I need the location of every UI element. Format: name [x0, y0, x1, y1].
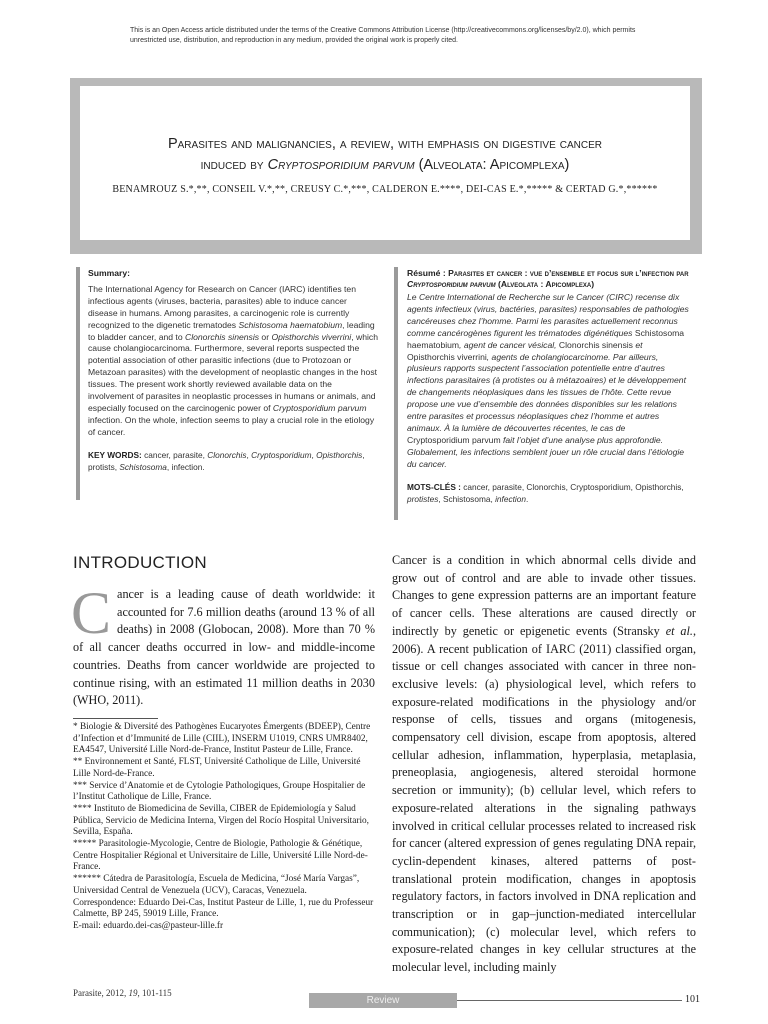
resume-n2: Clonorchis sinensis	[558, 339, 633, 350]
summary-i3: Opisthorchis viverrini	[271, 331, 352, 342]
resume-h1: Parasites et cancer : vue d’ensemble et focus sur l’infection par	[448, 268, 689, 278]
intro-c-italic: et al.	[665, 623, 693, 638]
summary-rule	[76, 267, 80, 500]
page-number: 101	[685, 994, 700, 1005]
license-notice: This is an Open Access article distributed under the terms of the Creative Commons Attribution License (http://creativecommons.org/licenses/by/2.0), which permits unrestricted use, distribution, and reproduction in any medium, provided the original work is properly cited.	[130, 27, 636, 44]
summary-t5: infection. On the whole, infection seems to play a crucial role in the etiology of cancer.	[88, 414, 375, 437]
title-species: Cryptosporidium parvum	[267, 157, 415, 173]
kw-i4: Schistosoma	[119, 461, 167, 472]
section-heading-introduction: INTRODUCTION	[73, 553, 207, 572]
kw-4: , protists,	[88, 449, 365, 472]
correspondence: Correspondence: Eduardo Dei-Cas, Institut Pasteur de Lille, 1, rue du Professeur Calmette, BP 245, 59019 Lille, France.	[73, 897, 374, 920]
summary-t4: , which cause cholangiocarcinoma. Furthermore, several reports suspected the potential association of other parasitic infections (due to Protozoan or Metazoan parasites) with the development of neoplastic changes in the host tissues. The present work shortly reviewed available data on the involvement of parasites in neoplastic processes in humans or animals, and especially focused on the carcinogenic power of	[88, 331, 378, 413]
resume-text	[407, 292, 689, 471]
resume-r3: et	[632, 339, 643, 350]
resume-r1: Le Centre International de Recherche sur le Cancer (CIRC) recense dix agents infectieux (virus, bactéries, parasites) responsables de pathologies cancéreuses chez l’homme. Parmi les parasites actuellement reconnus comme cancérogènes figurent les trématodes digénétiques	[407, 292, 689, 338]
author-list: BENAMROUZ S.*,**, CONSEIL V.*,**, CREUSY C.*,***, CALDERON E.****, DEI-CAS E.*,***** & CERTAD G.*,******	[112, 184, 658, 195]
section-label-review: Review	[309, 993, 457, 1008]
journal-citation	[73, 988, 172, 998]
kw-3: ,	[311, 449, 317, 460]
summary-t3: or	[259, 331, 272, 342]
intro-p1-text: ancer is a leading cause of death worldwide: it accounted for 7.6 million deaths (around 13 % of all deaths) in 2008 (Globocan, 2008). More than 70 % of all cancer deaths occurred in low- and middle-income countries. Deaths from cancer worldwide are projected to continue rising, with an estimated 11 million deaths in 2030 (WHO, 2011).	[73, 587, 375, 708]
footnotes	[73, 722, 376, 933]
resume-r2: , agent de cancer vésical,	[459, 339, 559, 350]
mc-3: .	[525, 493, 529, 504]
footnote: ***** Parasitologie-Mycologie, Centre de Biologie, Pathologie & Génétique, Centre Hospitalier Régional et Universitaire de Lille, Université Lille Nord-de-France.	[73, 839, 368, 873]
cite-journal: Parasite, 2012,	[73, 988, 129, 998]
title-line-1: Parasites and malignancies, a review, with emphasis on digestive cancer	[167, 136, 603, 152]
resume-rule	[394, 267, 398, 520]
mc-1: cancer, parasite, Clonorchis, Cryptosporidium, Opisthorchis,	[460, 481, 684, 492]
drop-cap: C	[71, 580, 112, 646]
resume-heading	[407, 268, 689, 290]
footnote: ** Environnement et Santé, FLST, Université Catholique de Lille, Université Lille Nord-de-France.	[73, 757, 361, 779]
summary-block	[88, 268, 378, 474]
kw-i2: Cryptosporidium	[251, 449, 312, 460]
summary-t2: , leading to bladder cancer, and to	[88, 319, 375, 342]
summary-heading: Summary:	[88, 268, 131, 278]
title-panel	[80, 86, 690, 240]
resume-label: Résumé :	[407, 268, 449, 278]
footnote: *** Service d’Anatomie et de Cytologie Pathologiques, Groupe Hospitalier de l’Institut Catholique de Lille, France.	[73, 780, 366, 803]
kw-2: ,	[246, 449, 252, 460]
mots-cles	[407, 482, 689, 506]
mc-i2: infection	[495, 493, 526, 504]
intro-column-right	[392, 552, 696, 977]
kw-5: , infection.	[166, 461, 205, 472]
mc-i1: protistes	[407, 493, 439, 504]
kw-1: cancer, parasite,	[141, 449, 208, 460]
resume-r5: fait l’objet d’une analyse plus approfondie. Globalement, les infections semblent jouer un rôle crucial dans l’étiologie du cancer.	[407, 434, 685, 469]
footnote: **** Instituto de Biomedicina de Sevilla, CIBER de Epidemiología y Salud Pública, Servicio de Medicina Interna, Virgen del Rocío Hospital Universitario, Sevilla, España.	[73, 803, 370, 838]
cite-volume: 19	[128, 988, 138, 998]
summary-i4: Cryptosporidium parvum	[272, 402, 367, 413]
mots-cles-label: MOTS-CLÉS :	[407, 481, 461, 492]
title-box	[70, 78, 702, 254]
key-words	[88, 450, 378, 474]
intro-paragraph-1	[71, 580, 375, 710]
cite-pages: , 101-115	[137, 988, 172, 998]
summary-i1: Schistosoma haematobium	[238, 319, 343, 330]
footer-rule	[457, 1000, 682, 1001]
summary-text	[88, 284, 378, 439]
key-words-label: KEY WORDS:	[88, 449, 142, 460]
resume-n3: Opisthorchis viverrini	[407, 351, 487, 362]
article-title	[100, 134, 670, 176]
footnote-rule	[73, 718, 158, 719]
resume-n4: Cryptosporidium parvum	[407, 434, 501, 445]
resume-h2: (Alveolata : Apicomplexa)	[495, 279, 595, 289]
resume-block	[407, 268, 689, 505]
summary-i2: Clonorchis sinensis	[185, 331, 260, 342]
resume-h-species: Cryptosporidium parvum	[407, 279, 496, 289]
kw-i1: Clonorchis	[207, 449, 247, 460]
mc-2: , Schistosoma,	[438, 493, 496, 504]
intro-c2: , 2006). A recent publication of IARC (2011) classified organ, tissue or cell changes associated with cancer in three non-exclusive levels: (a) physiological level, which refers to exposure-related modifications in the physiology and/or response of cells, tissues and organs (mitogenesis, compensatory cell division, escape from apoptosis, altered cellular adhesion, inflammation, hyperplasia, metaplasia, preneoplasia, angiogenesis, altered steroidal hormone secretion or immunity); (b) cellular level, which refers to exposure-related alterations in the signaling pathways involved in critical cellular processes related to increased risk for cancer (altered expression of genes regulating DNA repair, cyclin-dependent kinases, altered patterns of post-translational protein modification, changes in apoptosis regulatory factors, in factors involved in DNA replication and transcription or in gap–junction-mediated intercellular communication); (c) molecular level, which refers to exposure-related changes in key cellular structures at the molecular level, including mainly	[392, 623, 696, 975]
resume-n1: Schistosoma haematobium	[407, 327, 685, 350]
summary-t1: The International Agency for Research on Cancer (IARC) identifies ten infectious agents (viruses, bacteria, parasites) able to induce cancer disease in humans. Among parasites, a carcinogenic role is currently recognized to the digenetic trematodes	[88, 283, 356, 330]
title-line-2b: (Alveolata: Apicomplexa)	[414, 157, 570, 173]
resume-r4: , agents de cholangiocarcinome. Par ailleurs, plusieurs rapports suspectent l’association potentielle entre d’autres infections parasitaires (à protistes ou à métazoaires) et le développement de changements néoplasiques dans les tissues de l’hôte. Cette revue propose une vue d’ensemble des données disponibles sur les relations entre parasites et processus néoplasiques chez l’homme et autres animaux. À la lumière de découvertes récentes, le cas de	[407, 351, 686, 433]
footnote: * Biologie & Diversité des Pathogènes Eucaryotes Émergents (BDEEP), Centre d’Infection et d’Immunité de Lille (CIIL), INSERM U1019, CNRS UMR8402, EA4547, Université Lille Nord-de-France, Institut Pasteur de Lille, France.	[73, 722, 371, 756]
email[interactable]: E-mail: eduardo.dei-cas@pasteur-lille.fr	[73, 920, 224, 931]
title-line-2a: induced by	[200, 157, 268, 173]
intro-c1: Cancer is a condition in which abnormal cells divide and grow out of control and are able to invade other tissues. Changes to gene expression patterns are an important feature of cancer cells. These alterations are caused directly or indirectly by genetic or epigenetic events (Stransky	[392, 553, 696, 638]
kw-i3: Opisthorchis	[316, 449, 363, 460]
footnote: ****** Cátedra de Parasitología, Escuela de Medicina, “José María Vargas”, Universidad Central de Venezuela (UCV), Caracas, Venezuela.	[73, 874, 360, 896]
